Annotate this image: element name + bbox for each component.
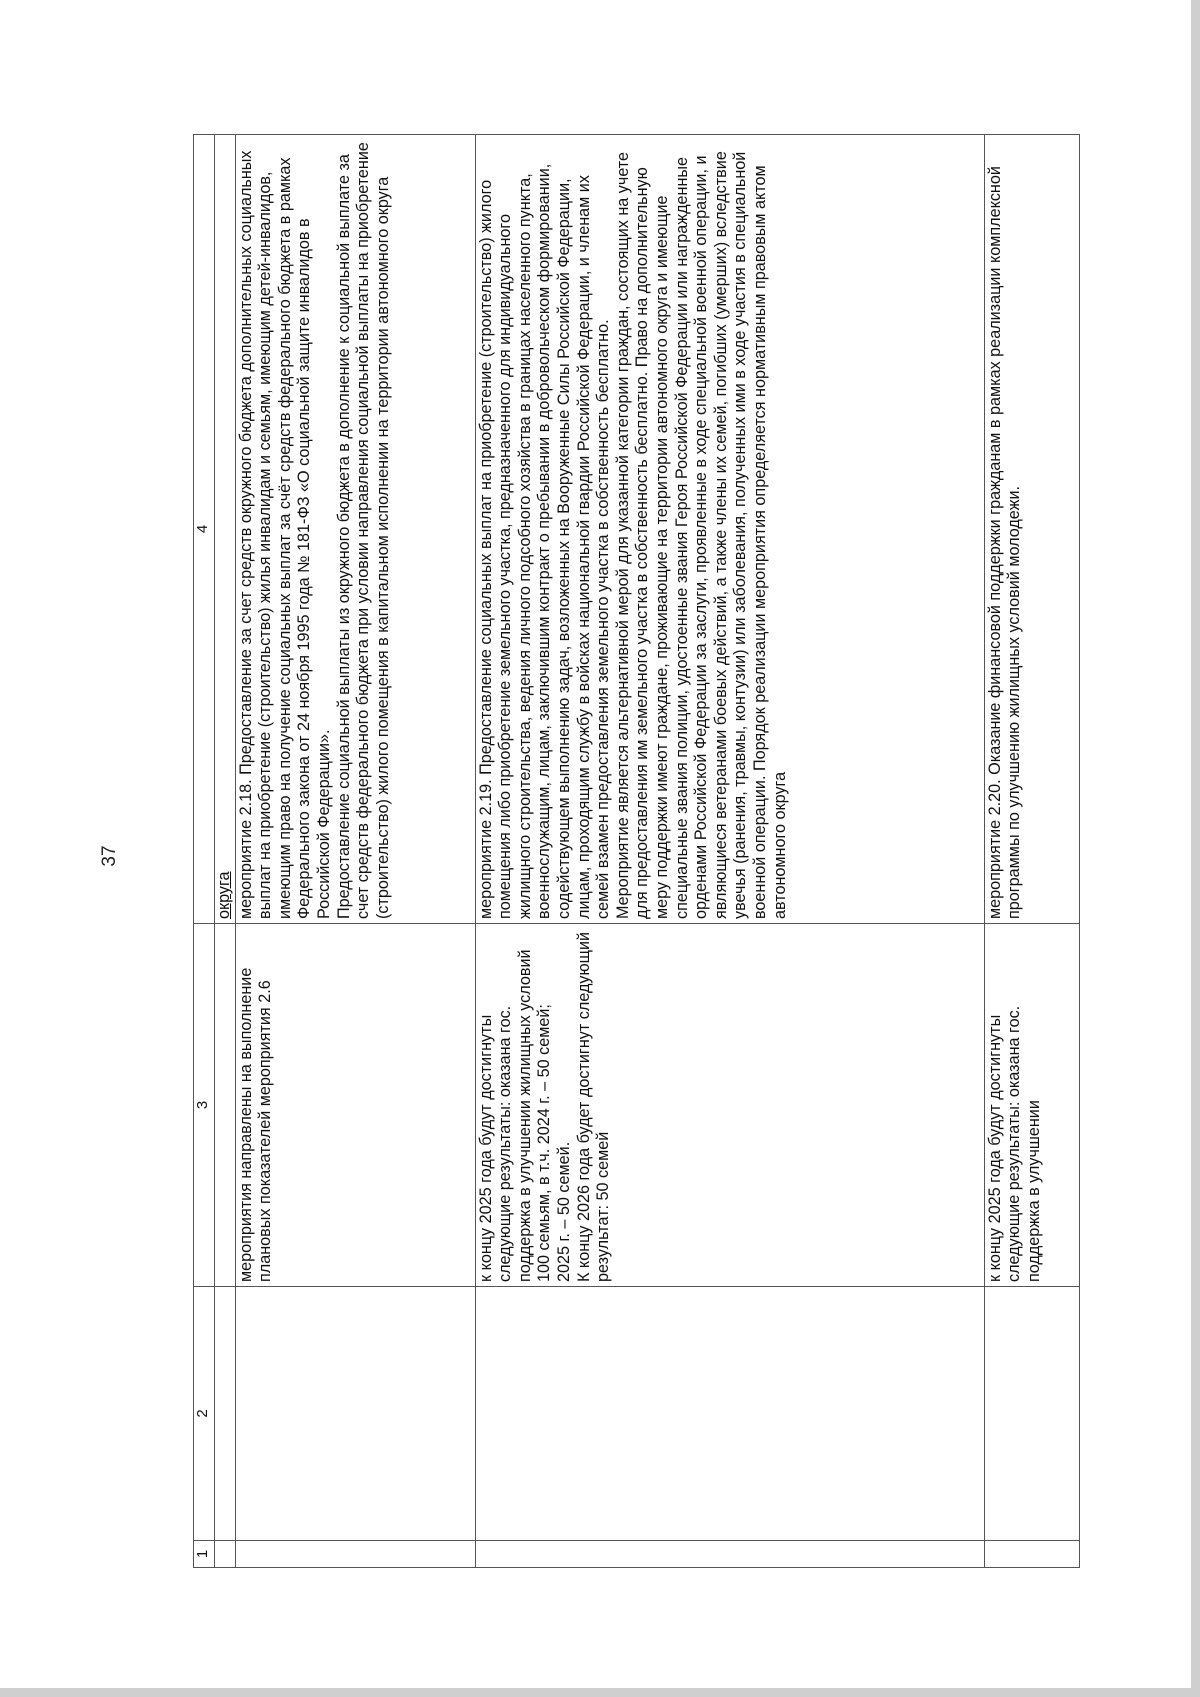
page-number: 37 bbox=[99, 845, 120, 867]
cell-text: Мероприятие является альтернативной мерой для указанной категории граждан, состоящих на учете для предоставления им земельного участка в собственность бесплатно. Право на дополнительную меру поддержки имеют граждане, проживающие на территории автономного округа и имеющие специальные звания полиции, удостоенные звания Героя Российской Федерации или награжденные орденами Российской Федерации за заслуги, проявленные в ходе специальной военной операции, и являющиеся ветеранами боевых действий, а также члены их семей, погибших (умерших) вследствие увечья (ранения, травмы, контузии) или заболевания, полученных ими в ходе участия в специальной военной операции. Порядок реализации мероприятия определяется нормативным правовым актом автономного округа bbox=[613, 151, 789, 919]
table-cell bbox=[235, 1541, 475, 1568]
table-row bbox=[215, 135, 236, 1568]
table-row bbox=[235, 135, 475, 1568]
cell-text: 2025 г. – 50 семей. bbox=[554, 1141, 573, 1282]
result-cell bbox=[984, 924, 1079, 1287]
rotated-table-wrapper bbox=[193, 135, 1080, 1568]
table-cell bbox=[215, 924, 236, 1287]
result-cell bbox=[475, 924, 984, 1287]
header-row bbox=[194, 135, 215, 1568]
cell-text: мероприятия направлены на выполнение плановых показателей мероприятия 2.6 bbox=[236, 967, 275, 1282]
result-cell bbox=[235, 924, 475, 1287]
header-cell-3: 3 bbox=[194, 924, 215, 1287]
cell-text: округа bbox=[215, 871, 233, 919]
header-cell-4: 4 bbox=[194, 135, 215, 924]
program-measures-table bbox=[193, 134, 1080, 1568]
table-cell bbox=[475, 1287, 984, 1541]
table-cell bbox=[984, 1287, 1079, 1541]
measure-cell bbox=[235, 135, 475, 924]
measure-cell bbox=[984, 135, 1079, 924]
cell-text: Предоставление социальной выплаты из окружного бюджета в дополнение к социальной выплате за счет средств федерального бюджета при условии направления социальной выплаты на приобретение (строительство) жилого помещения в капитальном исполнении на территории автономного округа bbox=[334, 142, 392, 919]
header-cell-2: 2 bbox=[194, 1287, 215, 1541]
cell-text: мероприятие 2.20. Оказание финансовой поддержки гражданам в рамках реализации комплексной программы по улучшению жилищных условий молодежи. bbox=[985, 166, 1024, 919]
table-cell bbox=[215, 135, 236, 924]
cell-text: К концу 2026 года будет достигнут следующий результат: 50 семей bbox=[574, 931, 613, 1282]
measure-cell bbox=[475, 135, 984, 924]
table-cell bbox=[475, 1541, 984, 1568]
table-cell bbox=[984, 1541, 1079, 1568]
header-cell-1: 1 bbox=[194, 1541, 215, 1568]
cell-text: мероприятие 2.18. Предоставление за счет средств окружного бюджета дополнительных социальных выплат на приобретение (строительство) жилья инвалидам и семьям, имеющим детей-инвалидов, имеющим право на получение социальных выплат за счёт средств федерального бюджета в рамках Федерального закона от 24 ноября 1995 года № 181-ФЗ «О социальной защите инвалидов в Российской Федерации». bbox=[236, 150, 333, 919]
table-cell bbox=[215, 1287, 236, 1541]
cell-text: к концу 2025 года будут достигнуты следующие результаты: оказана гос. поддержка в улучшении bbox=[985, 1005, 1043, 1282]
cell-text: к концу 2025 года будут достигнуты следующие результаты: оказана гос. поддержка в улучшении жилищных условий 100 семьям, в т.ч. 2024 г. – 50 семей; bbox=[476, 949, 554, 1282]
table-cell bbox=[235, 1287, 475, 1541]
table-row bbox=[475, 135, 984, 1568]
table-cell bbox=[215, 1541, 236, 1568]
cell-text: мероприятие 2.19. Предоставление социальных выплат на приобретение (строительство) жилого помещения либо приобретение земельного участка, предназначенного для индивидуального жилищного строительства, ведения личного подсобного хозяйства в границах населенного пункта, военнослужащим, лицам, заключившим контракт о пребывании в добровольческом формировании, содействующем выполнению задач, возложенных на Вооруженные Силы Российской Федерации, лицам, проходящим службу в войсках национальной гвардии Российской Федерации, и членам их семей взамен предоставления земельного участка в собственность бесплатно. bbox=[476, 163, 613, 919]
table-row bbox=[984, 135, 1079, 1568]
